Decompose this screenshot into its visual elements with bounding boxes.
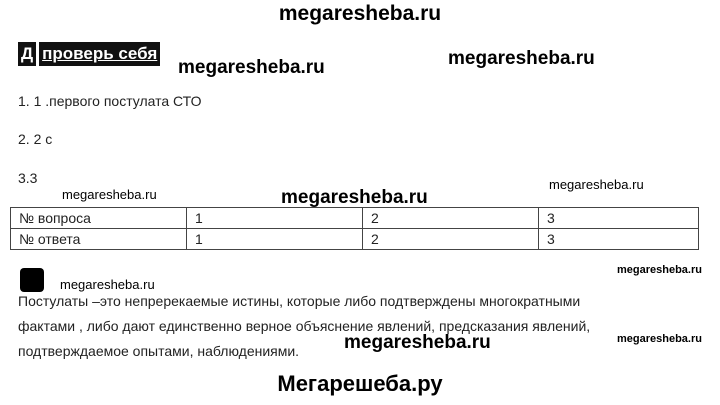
paragraph-line: фактами , либо дают единственно верное объяснение явлений, предсказания явлений, bbox=[18, 318, 591, 334]
watermark-top: megaresheba.ru bbox=[278, 2, 442, 25]
paragraph-line: подтверждаемое опытами, наблюдениями. bbox=[18, 343, 300, 359]
watermark-under-heading: megaresheba.ru bbox=[178, 57, 325, 78]
answer-2: 2. 2 с bbox=[18, 131, 53, 147]
table-cell: № вопроса bbox=[11, 208, 187, 229]
watermark-center-mid: megaresheba.ru bbox=[281, 187, 428, 208]
table-cell: 2 bbox=[363, 229, 539, 250]
table-cell: 1 bbox=[187, 229, 363, 250]
paragraph-line: Постулаты –это непререкаемые истины, которые либо подтверждены многократными bbox=[18, 293, 581, 309]
table-cell: 3 bbox=[539, 229, 699, 250]
watermark-left-lower: megaresheba.ru bbox=[60, 277, 155, 292]
watermark-paragraph-end: megaresheba.ru bbox=[344, 332, 491, 353]
table-cell: 1 bbox=[187, 208, 363, 229]
answer-1: 1. 1 .первого постулата СТО bbox=[18, 93, 202, 109]
table-cell: 3 bbox=[539, 208, 699, 229]
table-cell: № ответа bbox=[11, 229, 187, 250]
section-heading bbox=[18, 42, 160, 66]
watermark-right-lower-2: megaresheba.ru bbox=[617, 333, 702, 345]
watermark-bottom: Мегарешеба.ру bbox=[277, 371, 443, 396]
table-cell: 2 bbox=[363, 208, 539, 229]
answers-table bbox=[10, 207, 699, 250]
table-row bbox=[11, 229, 699, 250]
watermark-right-lower-1: megaresheba.ru bbox=[617, 264, 702, 276]
table-row bbox=[11, 208, 699, 229]
heading-title: проверь себя bbox=[39, 42, 160, 66]
answer-3-label: 3.3 bbox=[18, 170, 38, 186]
watermark-right-top: megaresheba.ru bbox=[448, 48, 595, 69]
watermark-right-mid: megaresheba.ru bbox=[549, 177, 644, 192]
heading-letter: Д bbox=[18, 42, 36, 66]
watermark-left-mid: megaresheba.ru bbox=[62, 187, 157, 202]
